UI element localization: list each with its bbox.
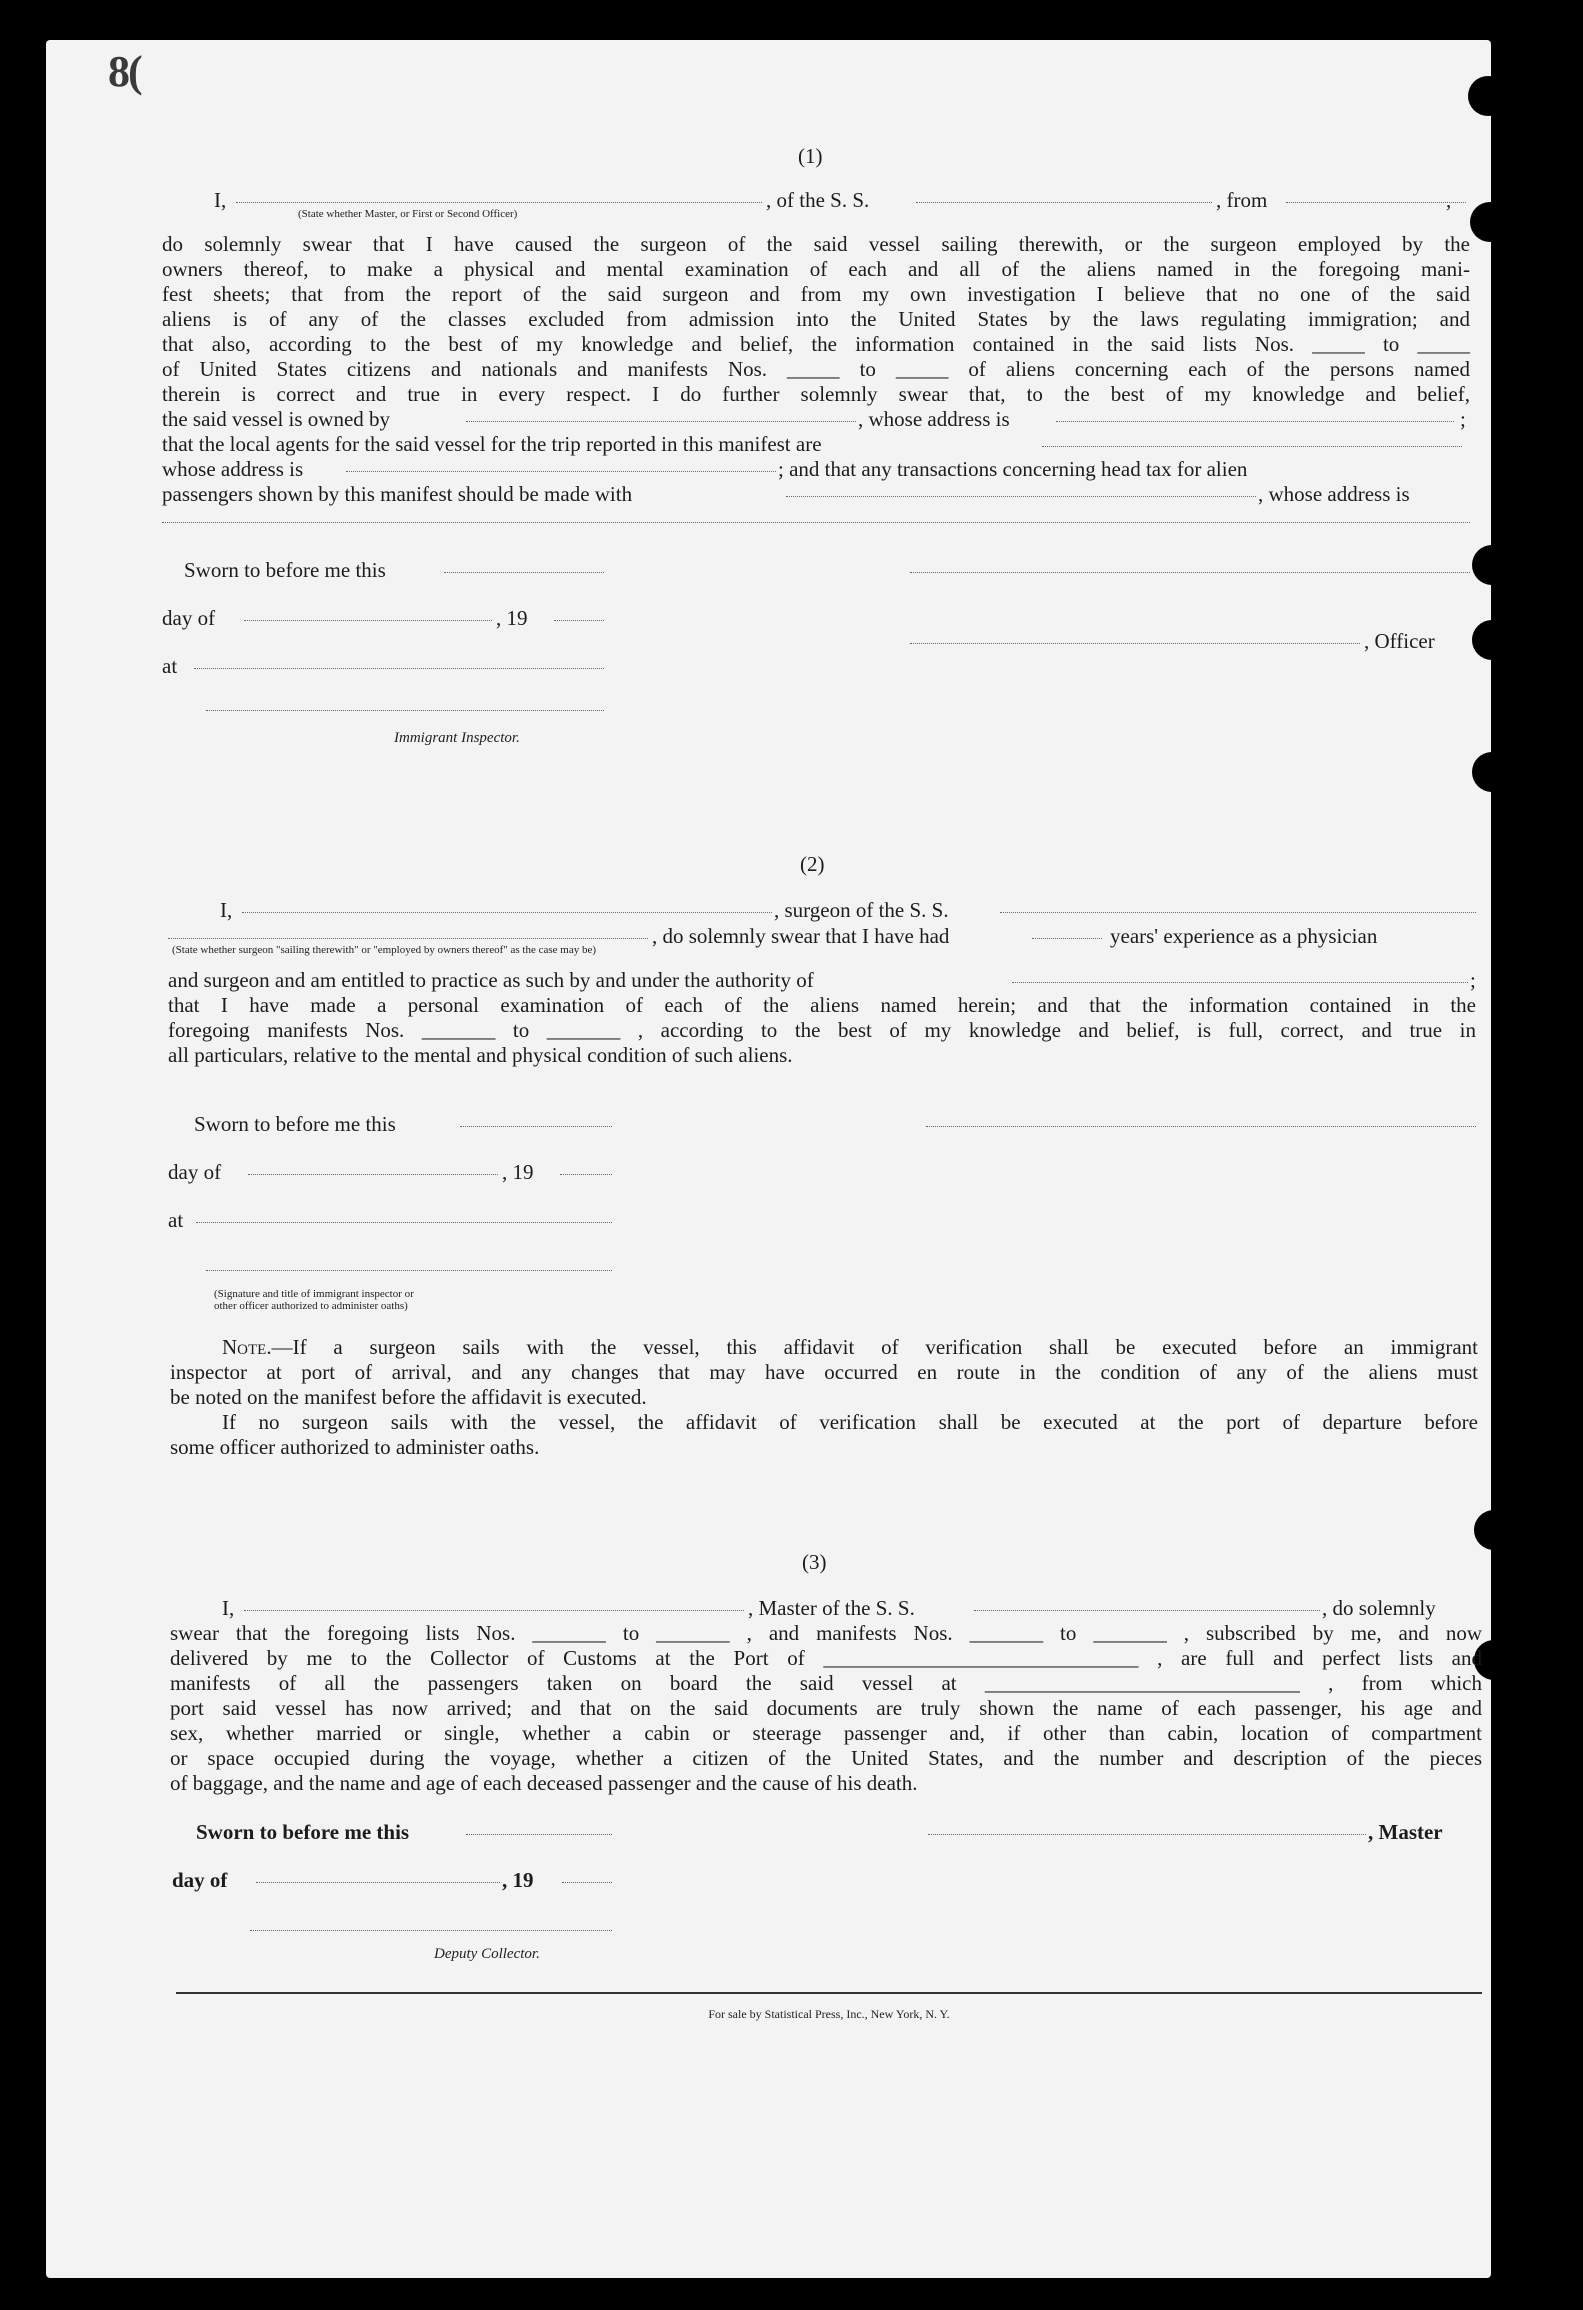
- year-field-3[interactable]: [562, 1882, 612, 1883]
- note-label: Note.: [222, 1335, 272, 1359]
- section-1-line: owners thereof, to make a physical and mental examination of each and all of the aliens named in the foregoing mani-: [162, 257, 1470, 281]
- signature-line-1[interactable]: [910, 572, 1470, 573]
- sworn-day-field-2[interactable]: [460, 1126, 612, 1127]
- of-the-ss-label: , of the S. S.: [766, 188, 870, 212]
- agents-address-field[interactable]: [346, 471, 776, 472]
- years-field[interactable]: [1032, 938, 1102, 939]
- year-label-2: , 19: [502, 1160, 534, 1184]
- head-tax-contact-field[interactable]: [786, 496, 1256, 497]
- punch-hole: [1474, 1510, 1491, 1550]
- administering-officer-line[interactable]: [206, 1270, 612, 1271]
- officer-signature-line[interactable]: [910, 643, 1360, 644]
- surgeon-vessel-field[interactable]: [1000, 912, 1476, 913]
- section-3-line: of baggage, and the name and age of each deceased passenger and the cause of his death.: [170, 1771, 918, 1795]
- section-2-line: that I have made a personal examination of each of the aliens named herein; and that the information contained in the: [168, 993, 1476, 1017]
- officer-rank-field[interactable]: [236, 202, 762, 203]
- section-1-line: fest sheets; that from the report of the said surgeon and from my own investigation I believe that no one of the said: [162, 282, 1470, 306]
- deputy-signature-line[interactable]: [250, 1930, 612, 1931]
- surgeon-name-field[interactable]: [242, 912, 772, 913]
- day-of-label-2: day of: [168, 1160, 222, 1184]
- inspector-signature-line[interactable]: [206, 710, 604, 711]
- section-3-line: sex, whether married or single, whether a cabin or steerage passenger and, if other than cabin, location of compartment: [170, 1721, 1482, 1745]
- owned-by-label: the said vessel is owned by: [162, 407, 391, 431]
- note-text: —If a surgeon sails with the vessel, this affidavit of verification shall be executed before an immigrant: [271, 1335, 1478, 1359]
- section-2-line: all particulars, relative to the mental and physical condition of such aliens.: [168, 1043, 793, 1067]
- do-solemnly-label: , do solemnly: [1322, 1596, 1436, 1620]
- sworn-label-3: Sworn to before me this: [196, 1820, 410, 1844]
- surgeon-type-caption: (State whether surgeon "sailing therewith" or "employed by owners thereof" as the case may be): [172, 944, 597, 956]
- year-label-3: , 19: [502, 1868, 534, 1892]
- semicolon: ;: [1460, 407, 1466, 431]
- master-name-field[interactable]: [244, 1610, 744, 1611]
- comma: ,: [1446, 188, 1452, 212]
- local-agents-label: that the local agents for the said vessel for the trip reported in this manifest are: [162, 432, 822, 456]
- deputy-caption: Deputy Collector.: [434, 1946, 540, 1962]
- section-2-line: foregoing manifests Nos. _______ to _______ , according to the best of my knowledge and belief, is full, correct, and true in: [168, 1018, 1476, 1042]
- footer-text: For sale by Statistical Press, Inc., New York, N. Y.: [708, 2007, 950, 2021]
- from-label: , from: [1216, 188, 1268, 212]
- form-page: [46, 40, 1491, 2278]
- section-3-line: manifests of all the passengers taken on board the said vessel at ______________________________ , from which: [170, 1671, 1482, 1695]
- surgeon-type-field[interactable]: [168, 938, 648, 939]
- at-label-2: at: [168, 1208, 184, 1232]
- surgeon-of-label: , surgeon of the S. S.: [774, 898, 949, 922]
- officer-rank-caption: (State whether Master, or First or Second Officer): [298, 208, 518, 220]
- at-field-1[interactable]: [194, 668, 604, 669]
- section-1-line: do solemnly swear that I have caused the surgeon of the said vessel sailing therewith, or the surgeon employed by the: [162, 232, 1470, 256]
- years-label: years' experience as a physician: [1110, 924, 1378, 948]
- punch-hole: [1470, 202, 1491, 242]
- section-3-I: I,: [222, 1596, 235, 1620]
- section-3-number: (3): [802, 1550, 827, 1574]
- master-of-label: , Master of the S. S.: [748, 1596, 915, 1620]
- month-field-3[interactable]: [256, 1882, 500, 1883]
- punch-hole: [1472, 545, 1491, 585]
- section-1-line: aliens is of any of the classes excluded from admission into the United States by the laws regulating immigration; and: [162, 307, 1470, 331]
- master-signature-line[interactable]: [928, 1834, 1366, 1835]
- head-tax-address-field[interactable]: [162, 522, 1470, 523]
- year-field-2[interactable]: [560, 1174, 612, 1175]
- agents-address-label: whose address is: [162, 457, 304, 481]
- section-1-number: (1): [798, 144, 823, 168]
- at-field-2[interactable]: [196, 1222, 612, 1223]
- section-3-line: delivered by me to the Collector of Customs at the Port of ______________________________ , are full and perfect lists and: [170, 1646, 1482, 1670]
- master-label: , Master: [1368, 1820, 1443, 1844]
- punch-hole: [1468, 76, 1491, 116]
- note-line-1: [222, 1335, 1478, 1360]
- semicolon: ;: [1470, 968, 1476, 992]
- day-of-label-1: day of: [162, 606, 216, 630]
- section-1-line: of United States citizens and nationals and manifests Nos. _____ to _____ of aliens concerning each of the persons named: [162, 357, 1470, 381]
- section-2-I: I,: [220, 898, 233, 922]
- section-3-line: or space occupied during the voyage, whether a citizen of the United States, and the number and description of the pieces: [170, 1746, 1482, 1770]
- month-field-2[interactable]: [248, 1174, 498, 1175]
- corner-handwritten-mark: 8(: [108, 47, 141, 96]
- vessel-name-field[interactable]: [916, 202, 1212, 203]
- authority-label: and surgeon and am entitled to practice as such by and under the authority of: [168, 968, 814, 992]
- section-2-number: (2): [800, 852, 825, 876]
- sworn-day-field-3[interactable]: [466, 1834, 612, 1835]
- footer-rule: [176, 1992, 1482, 1994]
- month-field-1[interactable]: [244, 620, 492, 621]
- from-port-field[interactable]: [1286, 202, 1466, 203]
- authority-field[interactable]: [1012, 982, 1468, 983]
- owner-field[interactable]: [466, 421, 856, 422]
- passengers-label: passengers shown by this manifest should be made with: [162, 482, 633, 506]
- section-1-line: therein is correct and true in every respect. I do further solemnly swear that, to the best of my knowledge and belief,: [162, 382, 1470, 406]
- head-tax-label: ; and that any transactions concerning head tax for alien: [778, 457, 1248, 481]
- section-1-I: I,: [214, 188, 227, 212]
- section-1-line: that also, according to the best of my knowledge and belief, the information contained in the said lists Nos. _____ to _____: [162, 332, 1470, 356]
- punch-hole: [1472, 752, 1491, 792]
- year-field-1[interactable]: [554, 620, 604, 621]
- section-3-line: port said vessel has now arrived; and that on the said documents are truly shown the name of each passenger, his age and: [170, 1696, 1482, 1720]
- inspector-caption: Immigrant Inspector.: [394, 730, 520, 746]
- whose-address-end-label: , whose address is: [1258, 482, 1410, 506]
- sworn-label-1: Sworn to before me this: [184, 558, 386, 582]
- surgeon-signature-line[interactable]: [926, 1126, 1476, 1127]
- note2-line: If no surgeon sails with the vessel, the affidavit of verification shall be executed at the port of departure before: [222, 1410, 1478, 1434]
- section-3-line: swear that the foregoing lists Nos. _______ to _______ , and manifests Nos. _______ to _______ , subscribed by me, and now: [170, 1621, 1482, 1645]
- local-agents-field[interactable]: [1042, 446, 1462, 447]
- owner-address-field[interactable]: [1056, 421, 1454, 422]
- whose-address-label: , whose address is: [858, 407, 1010, 431]
- note2-line: some officer authorized to administer oaths.: [170, 1435, 540, 1459]
- master-vessel-field[interactable]: [974, 1610, 1320, 1611]
- signature-caption-1: (Signature and title of immigrant inspector or: [214, 1288, 414, 1300]
- sworn-label-2: Sworn to before me this: [194, 1112, 396, 1136]
- at-label-1: at: [162, 654, 178, 678]
- swear-label: , do solemnly swear that I have had: [652, 924, 950, 948]
- officer-label: , Officer: [1364, 629, 1435, 653]
- year-label-1: , 19: [496, 606, 528, 630]
- day-of-label-3: day of: [172, 1868, 228, 1892]
- note-line: inspector at port of arrival, and any changes that may have occurred en route in the condition of any of the aliens must: [170, 1360, 1478, 1384]
- note-line: be noted on the manifest before the affidavit is executed.: [170, 1385, 647, 1409]
- punch-hole: [1472, 620, 1491, 660]
- signature-caption-2: other officer authorized to administer oaths): [214, 1300, 408, 1312]
- sworn-day-field-1[interactable]: [444, 572, 604, 573]
